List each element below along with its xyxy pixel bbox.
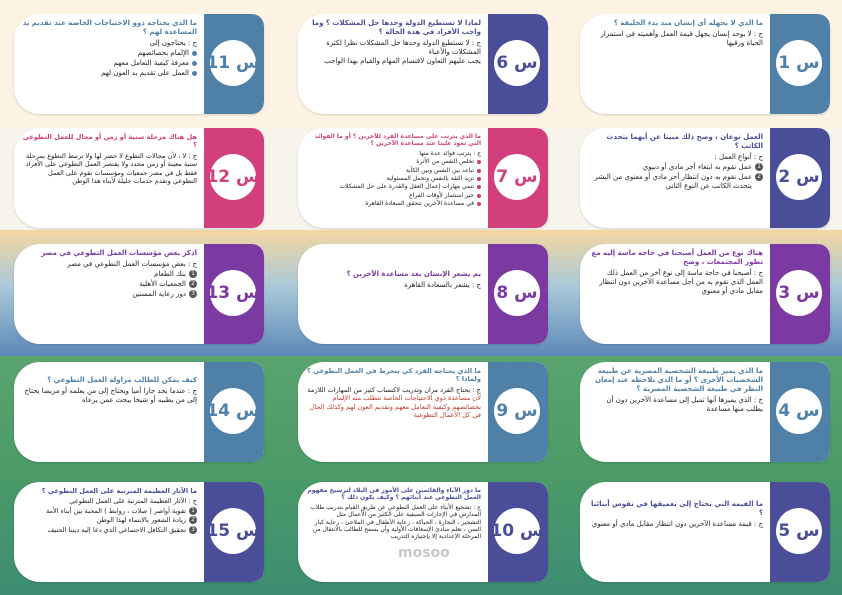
question-number: س 6 <box>494 40 540 86</box>
question-text: ما الذي يترتب على مساعدة الفرد للآخرين ؟ أو ما الفوائد التي تعود علينا عند مساعدة الآخرين ؟ <box>314 133 481 148</box>
card-q10 <box>298 482 548 582</box>
bullet-icon <box>477 194 481 198</box>
question-number: س 8 <box>494 270 540 316</box>
answer-text: ج : بعض مؤسسات العمل التطوعي في مصر <box>67 260 197 268</box>
list-item: تباعد بين النفس وبين الكآبة <box>306 167 481 174</box>
list-item: 3 دور رعاية المسنين <box>22 290 197 299</box>
question-text: ما الذي يحتاجه الفرد كي ينخرط في العمل التطوعي ؟ ولماذا ؟ <box>306 367 481 384</box>
card-q6 <box>298 14 548 114</box>
answer-text: ج : أنواع العمل : <box>714 153 763 161</box>
answer-list <box>306 158 481 207</box>
bullet-icon <box>192 51 197 56</box>
card-body <box>580 244 770 344</box>
card-q5 <box>580 482 830 582</box>
question-text: ما دور الآباء والقائمين على الأمور في البلاد لترسيخ مفهوم العمل التطوعي عند أبنائهم ؟ وكيف يكون ذلك ؟ <box>307 487 481 502</box>
card-body <box>14 14 204 114</box>
list-item: تنمي مهارات إعمال العقل والقدرة على حل المشكلات <box>306 183 481 190</box>
number-badge: 1 <box>189 270 197 278</box>
card-q8 <box>298 244 548 344</box>
answer-list <box>588 163 763 191</box>
question-text: العمل نوعان ، وضح ذلك مبينا عن أيهما يتحدث الكاتب ؟ <box>606 133 763 150</box>
card-body <box>298 362 488 462</box>
card-q11 <box>14 14 264 114</box>
question-number: س 9 <box>494 388 540 434</box>
question-number: س 10 <box>494 508 540 554</box>
card-q12 <box>14 128 264 228</box>
card-q3 <box>580 244 830 344</box>
number-badge: 2 <box>189 516 197 524</box>
answer-text: ج : يحتاج الفرد مران وتدريب لاكتساب كثير من المهارات اللازمة <box>307 385 481 394</box>
card-body <box>14 128 204 228</box>
answer-text: ج : أصبحنا في حاجة ماسة إلى نوع آخر من العمل ذلك العمل الذي نقوم به من أجل مساعدة الآخرين دون انتظار مقابل مادي أو معنوي <box>599 269 763 295</box>
answer-text: ج : الذي يميزها أنها تميل إلى مساعدة الآخرين دون أن يطلب منها مساعدة <box>606 396 763 413</box>
card-body <box>14 362 204 462</box>
bullet-icon <box>192 61 197 66</box>
number-badge: 2 <box>755 173 763 181</box>
question-number: س 11 <box>210 40 256 86</box>
number-badge: 1 <box>755 163 763 171</box>
card-q9 <box>298 362 548 462</box>
question-number: س 7 <box>494 154 540 200</box>
list-item: خير استثمار لأوقات الفراغ <box>306 192 481 199</box>
question-text: ما الآثار العظيمة المترتبة على العمل التطوعي ؟ <box>41 487 197 495</box>
card-body <box>14 482 204 582</box>
list-item: 2 زيادة الشعور بالانتماء لهذا الوطن <box>22 516 197 524</box>
list-item: الإلمام بخصائصهم <box>22 49 197 58</box>
number-badge: 3 <box>189 290 197 298</box>
question-text: ما الذي لا يجهله أي إنسان منذ بدء الخليقة ؟ <box>613 19 763 27</box>
bullet-icon <box>477 169 481 173</box>
answer-list <box>22 49 197 78</box>
question-text: ما الذي يميز طبيعة الشخصية المصرية عن طبيعة الشخصيات الأخرى ؟ أو ما الذي تلاحظه عند إمعان النظر في طبيعة الشخصية المصرية ؟ <box>595 367 763 393</box>
list-item: معرفة كيفية التعامل معهم <box>22 59 197 68</box>
answer-text: ج : يشعر بالسعادة القاهرة <box>404 281 481 289</box>
list-item: 2 عمل نقوم به دون انتظار أجر مادي أو معنوي من البشر يتحدث الكاتب عن النوع الثاني <box>588 173 763 191</box>
question-text: ما القيمة التي نحتاج إلى تعميقها في نفوس أبنائنا ؟ <box>590 500 763 517</box>
number-badge: 3 <box>189 526 197 534</box>
card-body <box>298 128 488 228</box>
answer-extra: يجب عليهم التعاون لاقتسام المهام والقيام بهذا الواجب <box>324 57 481 65</box>
answer-text: ج : يحتاجون إلى <box>149 39 197 47</box>
answer-text: ج : لا يوجد إنسان يجهل قيمة العمل وأهميته في استمرار الحياة ورقيها <box>600 30 763 47</box>
card-body <box>298 14 488 114</box>
bullet-icon <box>477 202 481 206</box>
question-text: بم يشعر الإنسان بعد مساعدة الآخرين ؟ <box>346 270 481 278</box>
card-body <box>580 482 770 582</box>
list-item: 2 الجمعيات الأهلية <box>22 280 197 289</box>
answer-extra: التشجير ، النجارة ، الحياكة ، رعاية الأطفال في الملاجئ ، رعاية كبار السن ، تعلم مبادئ الإسعافات الأولية وأن يسمح للطالب بالانتقال من المرحلة الإعدادية إلا بإجتيازه التدريب <box>312 518 481 541</box>
list-item: 1 بنك الطعام <box>22 270 197 279</box>
list-item: 1 تقوية أواصر ( صلات ، روابط ) المحبة بين أبناء الأمة <box>22 507 197 515</box>
bullet-icon <box>192 71 197 76</box>
list-item: تزيد الثقة بالنفس وتحمل المسئولية <box>306 175 481 182</box>
card-q4 <box>580 362 830 462</box>
card-body <box>580 362 770 462</box>
question-number: س 13 <box>210 270 256 316</box>
card-q7 <box>298 128 548 228</box>
card-q14 <box>14 362 264 462</box>
watermark: mosoo <box>398 545 450 561</box>
question-number: س 3 <box>776 270 822 316</box>
question-number: س 5 <box>776 508 822 554</box>
card-body <box>580 14 770 114</box>
card-q13 <box>14 244 264 344</box>
question-text: اذكر بعض مؤسسات العمل التطوعي في مصر <box>41 249 197 257</box>
list-item: 1 عمل نقوم به ابتغاء أجر مادي أو دنيوي <box>588 163 763 172</box>
list-item: تخلص النفس من الأثرة <box>306 158 481 165</box>
number-badge: 1 <box>189 507 197 515</box>
question-text: ما الذي يحتاجه ذوو الاحتياجات الخاصة عند تقديم يد المساعدة لهم ؟ <box>22 19 197 36</box>
answer-text: ج : الآثار العظيمة المترتبة على العمل التطوعي <box>69 497 197 506</box>
answer-list <box>22 507 197 534</box>
list-item: العمل على تقديم يد العون لهم <box>22 69 197 78</box>
question-number: س 1 <box>776 40 822 86</box>
question-text: هناك نوع من العمل أصبحنا في حاجة ماسة إليه مع تطور المجتمعات ، وضح <box>591 249 763 266</box>
question-text: لماذا لا تستطيع الدولة وحدها حل المشكلات ؟ وما واجب الأفراد في هذه الحالة ؟ <box>312 19 481 36</box>
answer-text: ج : قيمة مساعدة الآخرين دون انتظار مقابل مادي أو معنوي <box>591 520 763 528</box>
card-body <box>298 482 488 582</box>
question-number: س 12 <box>210 154 256 200</box>
card-body <box>14 244 204 344</box>
question-number: س 2 <box>776 154 822 200</box>
list-item: 3 تحقيق التكافل الاجتماعي الذي دعا إليه ديننا الحنيف <box>22 526 197 534</box>
answer-extra: لأن مساعدة ذوي الاحتياجات الخاصة تتطلب منه الإلمام بخصائصهم وكيفية التعامل معهم وتقديم العون لهم وكذلك الحال في كل الأعمال التطوعية <box>309 394 481 420</box>
answer-text: ج : يترتب فوائد عدة منها <box>419 149 481 157</box>
bullet-icon <box>477 177 481 181</box>
question-number: س 4 <box>776 388 822 434</box>
answer-text: ج : لا ، لأن مجالات التطوع لا حصر لها ولا ترتبط التطوع بمرحلة سنية معينة أو زمن محدد ولا يقتصر العمل التطوعي على الأفراد فقط بل في مصر جمعيات ومؤسسات تقوم على العمل التطوعي وتقدم خدمات جليلة لأبناء هذا الوطن <box>25 151 197 186</box>
question-number: س 15 <box>210 508 256 554</box>
bullet-icon <box>477 160 481 164</box>
question-text: كيف يمكن للطالب مزاولة العمل التطوعي ؟ <box>47 376 197 384</box>
question-number: س 14 <box>210 388 256 434</box>
card-body <box>298 244 488 344</box>
question-text: هل هناك مرحلة سنية أو زمن أو مجال للعمل التطوعي ؟ <box>22 133 197 150</box>
card-body <box>580 128 770 228</box>
card-q15 <box>14 482 264 582</box>
card-q2 <box>580 128 830 228</box>
number-badge: 2 <box>189 280 197 288</box>
card-q1 <box>580 14 830 114</box>
answer-text: ج : تشجيع الأبناء على العمل التطوعي عن طريق القيام بتدريب طلاب المدارس في الإجازات الصيفية على الكثير من الأعمال مثل <box>310 503 481 519</box>
bullet-icon <box>477 185 481 189</box>
answer-text: ج : عندما يجد جارا أميا ويحتاج إلى من يعلمه أو مريضا يحتاج إلى من يطببه أو شيخا يبحث عمن يرعاه <box>24 387 197 404</box>
answer-list <box>22 270 197 299</box>
answer-text: ج : لا تستطيع الدولة وحدها حل المشكلات نظرا لكثرة المشكلات والأعباء <box>326 39 481 56</box>
list-item: في مساعدة الآخرين تتحقق السعادة القاهرة <box>306 200 481 207</box>
